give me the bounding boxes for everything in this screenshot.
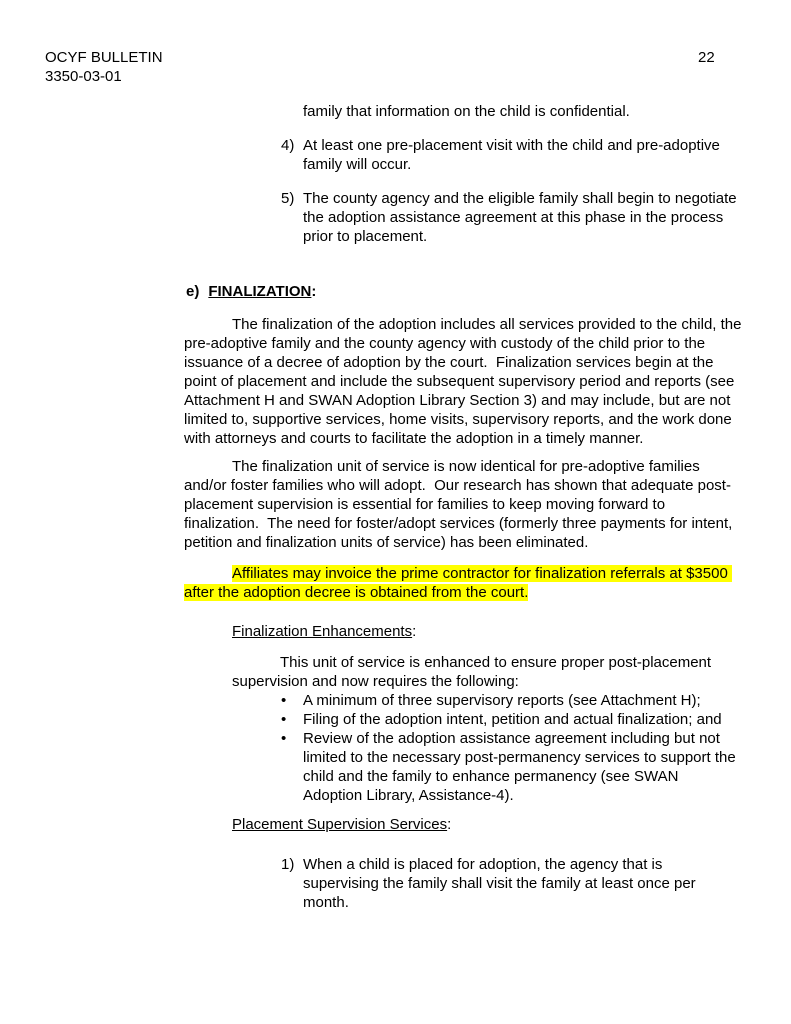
bullet-list (0, 691, 791, 805)
item-number: 4) (281, 137, 295, 154)
paragraph-unit-enhanced: This unit of service is enhanced to ensure proper post-placement supervision and now requires the following: (232, 654, 716, 690)
bulletin-title: OCYF BULLETIN (45, 49, 163, 66)
paragraph-finalization-overview: The finalization of the adoption includes all services provided to the child, the pre-adoptive family and the county agency with custody of the child prior to the issuance of a decree of adoption by the court. Finalization services begin at the point of placement and include the subsequent supervisory period and reports (see Attachment H and SWAN Adoption Library Section 3) and may include, but are not limited to, supportive services, home visits, supervisory reports, and the work done with attorneys and courts to facilitate the adoption in a timely manner. (184, 316, 746, 447)
item-number: 5) (281, 190, 295, 207)
item-text: The county agency and the eligible family shall begin to negotiate the adoption assistance agreement at this phase in the process prior to placement. (303, 190, 741, 245)
section-letter: e) (186, 283, 200, 300)
subheading-colon: : (447, 816, 452, 833)
subheading-finalization-enhancements (232, 622, 791, 641)
item-text: When a child is placed for adoption, the agency that is supervising the family shall visit the family at least once per month. (303, 856, 700, 911)
subheading-placement-supervision (232, 815, 791, 834)
bullet-text: A minimum of three supervisory reports (see Attachment H); (303, 692, 701, 709)
bullet-text: Review of the adoption assistance agreement including but not limited to the necessary post-permanency services to support the child and the family to enhance permanency (see SWAN Adoption Library, Assistance-4). (303, 730, 740, 804)
continuation-text: family that information on the child is confidential. (303, 103, 630, 120)
section-title: FINALIZATION (208, 283, 312, 300)
page-number: 22 (698, 49, 715, 66)
numbered-item-1 (281, 855, 791, 912)
section-heading-finalization (186, 282, 791, 301)
bullet-icon: • (281, 730, 287, 747)
page-header (45, 48, 791, 86)
bulletin-number: 3350-03-01 (45, 68, 122, 85)
section-colon: : (311, 283, 317, 300)
subheading-colon: : (412, 623, 417, 640)
bullet-icon: • (281, 711, 287, 728)
subheading-text: Finalization Enhancements (232, 623, 413, 640)
bullet-icon: • (281, 692, 287, 709)
numbered-item-5 (281, 189, 791, 246)
highlight-mark: Affiliates may invoice the prime contractor for finalization referrals at $3500 after the adoption decree is obtained from the court. (184, 565, 732, 601)
bullet-item (281, 691, 791, 710)
bullet-item (281, 729, 791, 805)
subheading-text: Placement Supervision Services (232, 816, 448, 833)
highlighted-paragraph (184, 564, 744, 602)
item-text: At least one pre-placement visit with the child and pre-adoptive family will occur. (303, 137, 725, 173)
numbered-item-4 (281, 136, 791, 174)
bullet-item (281, 710, 791, 729)
item-number: 1) (281, 856, 295, 873)
bullet-text: Filing of the adoption intent, petition and actual finalization; and (303, 711, 722, 728)
paragraph-unit-identical: The finalization unit of service is now identical for pre-adoptive families and/or foster families who will adopt. Our research has shown that adequate post-placement supervision is essential for families to keep moving forward to finalization. The need for foster/adopt services (formerly three payments for intent, petition and finalization units of service) has been eliminated. (184, 458, 737, 551)
